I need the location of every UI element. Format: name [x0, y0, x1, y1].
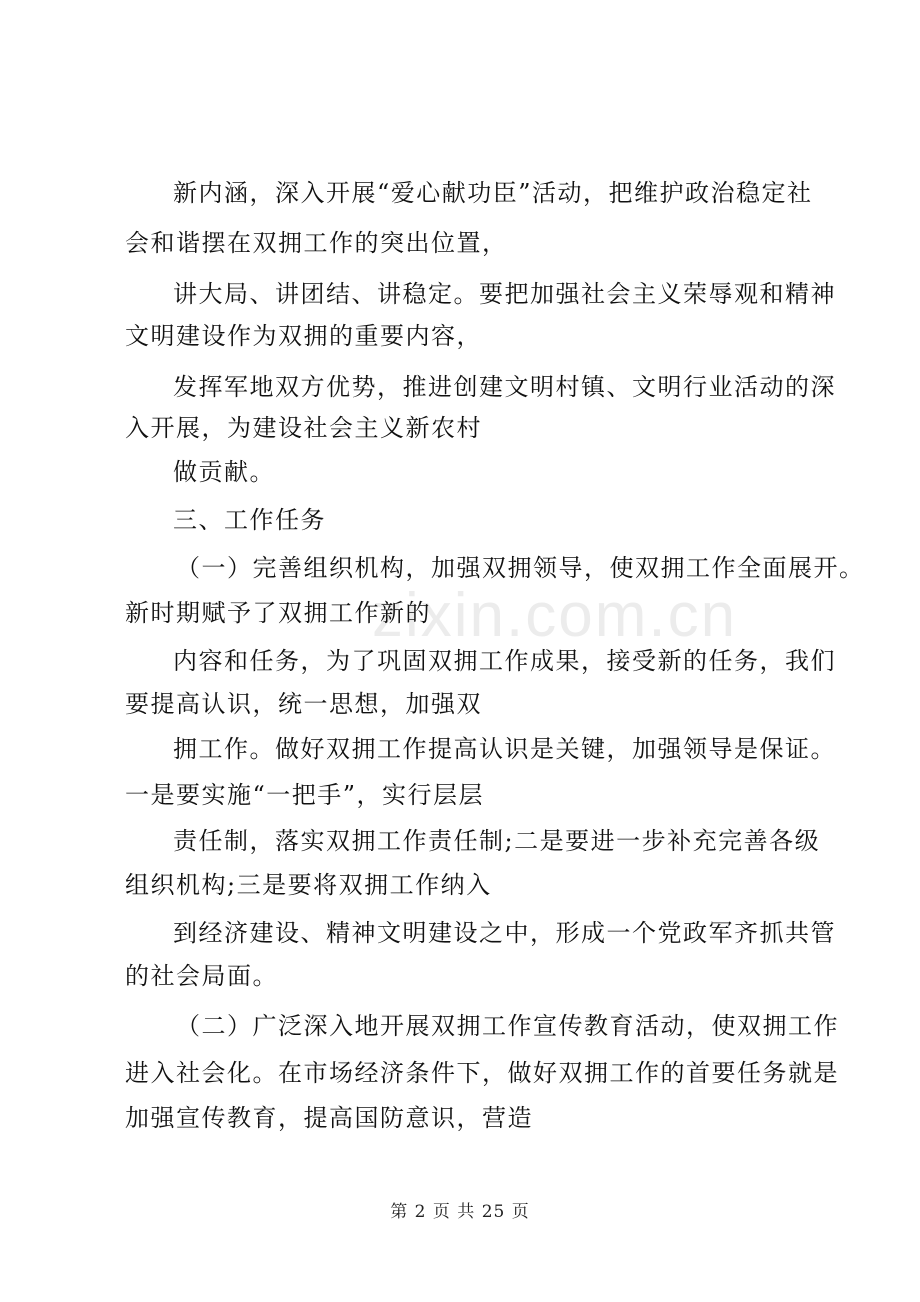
paragraph-line: 要提高认识，统一思想，加强双: [125, 690, 482, 718]
paragraph-line: （一）完善组织机构，加强双拥领导，使双拥工作全面展开。: [176, 554, 865, 582]
paragraph-line: 做贡献。: [173, 458, 275, 486]
paragraph-line: 一是要实施“一把手”，实行层层: [125, 781, 485, 809]
paragraph-line: 会和谐摆在双拥工作的突出位置，: [125, 229, 508, 257]
paragraph-line: 讲大局、讲团结、讲稳定。要把加强社会主义荣辱观和精神: [173, 280, 836, 308]
paragraph-line: 责任制，落实双拥工作责任制;二是要进一步补充完善各级: [173, 827, 821, 855]
paragraph-line: 新时期赋予了双拥工作新的: [125, 599, 431, 627]
paragraph-line: 新内涵，深入开展“爱心献功臣”活动，把维护政治稳定社: [173, 179, 813, 207]
watermark: zixin.com.cn: [372, 581, 738, 650]
section-heading: 三、工作任务: [173, 506, 326, 534]
paragraph-line: 进入社会化。在市场经济条件下，做好双拥工作的首要任务就是: [125, 1059, 839, 1087]
page-number-footer: 第 2 页 共 25 页: [390, 1202, 530, 1222]
paragraph-line: 文明建设作为双拥的重要内容，: [125, 322, 482, 350]
paragraph-line: （二）广泛深入地开展双拥工作宣传教育活动，使双拥工作: [176, 1012, 839, 1040]
paragraph-line: 到经济建设、精神文明建设之中，形成一个党政军齐抓共管: [173, 919, 836, 947]
paragraph-line: 入开展，为建设社会主义新农村: [125, 414, 482, 442]
paragraph-line: 加强宣传教育，提高国防意识，营造: [125, 1104, 533, 1132]
paragraph-line: 拥工作。做好双拥工作提高认识是关键，加强领导是保证。: [173, 735, 836, 763]
paragraph-line: 发挥军地双方优势，推进创建文明村镇、文明行业活动的深: [173, 373, 836, 401]
paragraph-line: 内容和任务，为了巩固双拥工作成果，接受新的任务，我们: [173, 647, 836, 675]
paragraph-line: 组织机构;三是要将双拥工作纳入: [125, 871, 492, 899]
paragraph-line: 的社会局面。: [125, 962, 278, 990]
